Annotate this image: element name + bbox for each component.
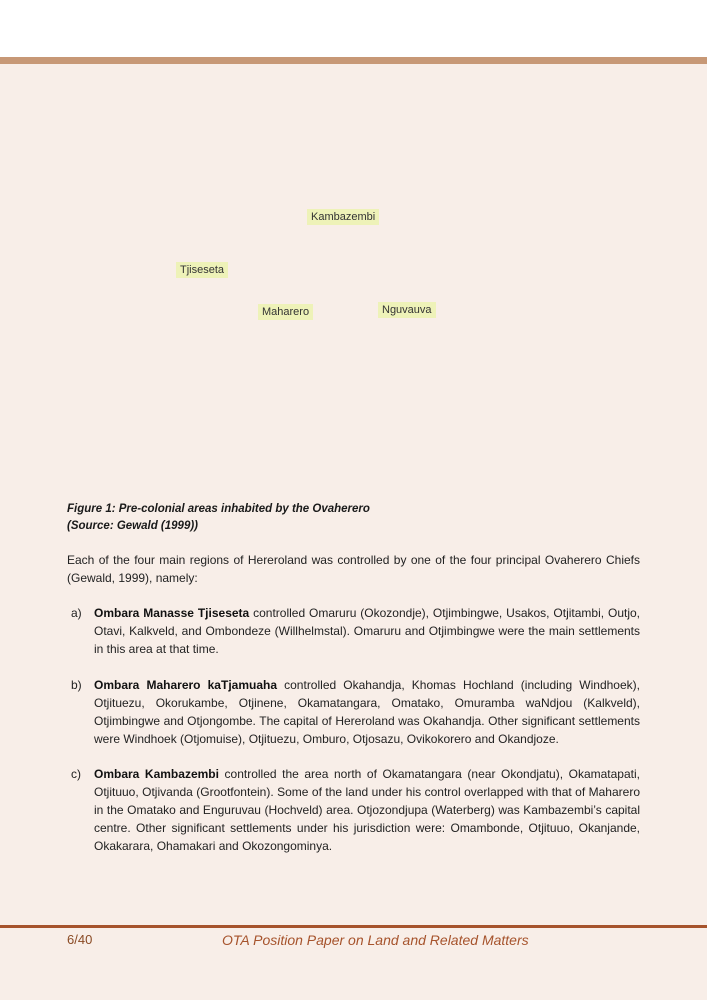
figure-caption: [67, 501, 627, 534]
page-number: 6/40: [67, 932, 93, 947]
footer-rule: [0, 925, 707, 928]
list-item-text: controlled Okahandja, Khomas Hochland (including Windhoek), Otjituezu, Okorukambe, Otjinene, Okamatangara, Omatako, Omuramba waNdjou (Kalkveld), Otjimbingwe and Otjongombe. The capital of Hereroland was Okahandja. Other significant settlements were Windhoek (Otjomuise), Otjituezu, Omburo, Otjosazu, Ovikokorero and Okandjoze.: [94, 678, 640, 746]
map-label-kambazembi: Kambazembi: [307, 209, 379, 225]
list-item-text: controlled the area north of Okamatangara (near Okondjatu), Okamatapati, Otjituuo, Otjivanda (Grootfontein). Some of the land under his control overlapped with that of Maharero in the Omatako and Enguruvau (Hochveld) area. Otjozondjupa (Waterberg) was Kambazembi’s capital centre. Other significant settlements under his jurisdiction were: Omambonde, Otjituuo, Okanjande, Okakarara, Ohamakari and Okozongominya.: [94, 767, 640, 853]
map-label-maharero: Maharero: [258, 304, 313, 320]
list-item-letter: c): [71, 767, 81, 781]
header-rule: [0, 57, 707, 64]
intro-paragraph: Each of the four main regions of Hereroland was controlled by one of the four principal Ovaherero Chiefs (Gewald, 1999), namely:: [67, 553, 640, 585]
chief-name: Ombara Manasse Tjiseseta: [94, 606, 250, 620]
figure-caption-title: Figure 1: Pre-colonial areas inhabited by the Ovaherero: [67, 503, 370, 515]
list-item: [67, 765, 640, 855]
list-item-letter: a): [71, 606, 82, 620]
map-label-tjiseseta: Tjiseseta: [176, 262, 228, 278]
list-item: [67, 604, 640, 658]
figure-caption-source: (Source: Gewald (1999)): [67, 519, 199, 532]
list-item-letter: b): [71, 678, 82, 692]
chief-name: Ombara Kambazembi: [94, 767, 219, 781]
footer-title: OTA Position Paper on Land and Related Matters: [222, 932, 529, 948]
map-label-nguvauva: Nguvauva: [378, 302, 436, 318]
list-item-text: controlled Omaruru (Okozondje), Otjimbingwe, Usakos, Otjitambi, Outjo, Otavi, Kalkveld, and Ombondeze (Willhelmstal). Omaruru and Otjimbingwe were the main settlements in this area at that time.: [94, 606, 640, 656]
chief-name: Ombara Maharero kaTjamuaha: [94, 678, 277, 692]
list-item: [67, 676, 640, 748]
